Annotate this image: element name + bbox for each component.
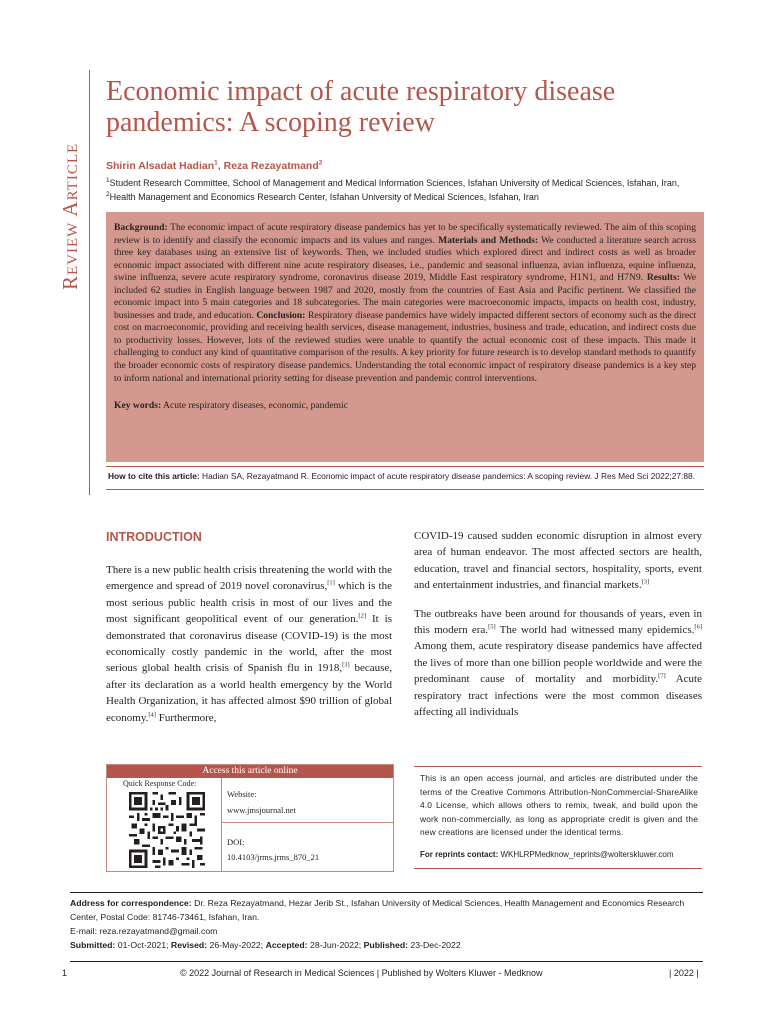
article-dates [70, 938, 700, 952]
methods-label: Materials and Methods: [438, 234, 539, 246]
intro-text: which is the most serious public health crisis in most of our lives and the most significant geopolitical event of our generation. [106, 580, 392, 626]
citation-ref[interactable]: [3] [342, 661, 350, 669]
access-article-box [106, 764, 394, 872]
how-to-cite-box [106, 466, 704, 490]
published-label: Published: [363, 940, 409, 950]
citation-ref[interactable]: [3] [641, 578, 650, 586]
intro-text: Furthermore, [155, 711, 217, 724]
submitted-date: 01-Oct-2021; [115, 940, 171, 950]
citation-ref[interactable]: [7] [658, 672, 666, 680]
intro-text: The world had witnessed many epidemics. [495, 624, 695, 637]
methods-text: We conducted a literature search across three key databases using an extensive list of keywords. Then, we included studies which explored direct and indirect costs as well as broader economic impact associated with different nine acute respiratory diseases, i.e., pandemic and seasonal influenza, avian influenza, equine influenza, swine influenza, severe acute respiratory syndrome, coronavirus disease 2019, Middle East respiratory syndrome, H1N1, and H7N9. [114, 234, 697, 284]
correspondence-text: Dr. Reza Rezayatmand, Hezar Jerib St., Isfahan University of Medical Sciences, Health Management and Economics Research Center, Postal Code: 81746-73461, Isfahan, Iran. [70, 898, 685, 922]
qr-code-label: Quick Response Code: [123, 779, 197, 788]
keywords-text: Acute respiratory diseases, economic, pandemic [161, 400, 348, 412]
cite-label: How to cite this article: [108, 471, 200, 481]
citation-ref[interactable]: [2] [358, 612, 366, 620]
access-box-rule [221, 822, 393, 823]
affiliation-text: Student Research Committee, School of Management and Medical Information Sciences, Isfahan University of Medical Sciences, Isfahan, Iran, [109, 178, 680, 188]
results-text: We included 62 studies in English language between 1987 and 2020, mostly from the countries of East Asia and Pacific pertinent. We classified the economic impact into 5 main categories and 18 subcategories. The main categories were macroeconomic impacts, impacts on health cost, industry, businesses and trade, and education. [114, 272, 696, 321]
article-title: Economic impact of acute respiratory disease pandemics: A scoping review [106, 76, 616, 138]
submitted-label: Submitted: [70, 940, 116, 950]
conclusion-label: Conclusion: [256, 309, 306, 321]
author-name: Reza Rezayatmand [223, 160, 319, 172]
citation-ref[interactable]: [4] [148, 711, 156, 718]
open-access-notice [414, 766, 702, 869]
author-separator: , [217, 160, 224, 172]
background-text: The economic impact of acute respiratory disease pandemics has yet to be specifically systematically reviewed. The aim of this scoping review is to identify and classify the economic impacts and its values and ranges. [114, 222, 696, 246]
doi-label: DOI: [227, 837, 245, 847]
introduction-left-column [106, 562, 392, 726]
author-list [106, 160, 322, 172]
citation-ref[interactable]: [5] [488, 623, 496, 631]
intro-text: The outbreaks have been around for thousands of years, even in this modern era. [414, 607, 702, 637]
intro-text: It is demonstrated that coronavirus disease (COVID-19) is the most economically costly pandemic in the world, after the most serious global health crisis of Spanish flu in 1918, [106, 613, 392, 675]
abstract-box [106, 212, 704, 462]
reprints-email[interactable]: WKHLRPMedknow_reprints@wolterskluwer.com [498, 849, 674, 859]
footer-copyright: © 2022 Journal of Research in Medical Sciences | Published by Wolters Kluwer - Medknow [180, 968, 543, 978]
intro-paragraph [414, 528, 702, 594]
qr-code-icon[interactable] [125, 792, 209, 868]
intro-text: COVID-19 caused sudden economic disruption in almost every area of human endeavor. The most affected sectors are health, education, travel and financial sectors, hospitality, sports, event and entertainment industries, and financial markets. [414, 530, 702, 592]
results-label: Results: [646, 272, 680, 284]
intro-paragraph [106, 562, 392, 726]
correspondence-email[interactable]: E-mail: reza.rezayatmand@gmail.com [70, 926, 218, 936]
website-label: Website: [227, 789, 257, 799]
website-link[interactable]: www.jmsjournal.net [227, 805, 296, 815]
affiliations [106, 177, 706, 204]
cite-text: Hadian SA, Rezayatmand R. Economic impact of acute respiratory disease pandemics: A scoping review. J Res Med Sci 2022;27:88. [199, 471, 695, 481]
accepted-date: 28-Jun-2022; [307, 940, 364, 950]
side-rule [89, 70, 90, 495]
keywords-line [114, 400, 696, 413]
access-box-header: Access this article online [107, 765, 393, 778]
intro-text: Acute respiratory tract infections were the most common diseases affecting all individuals [414, 673, 702, 719]
access-box-divider [221, 778, 222, 872]
article-type-label: Review Article [58, 142, 82, 290]
page-number: 1 [62, 968, 68, 978]
background-label: Background: [114, 222, 168, 233]
citation-ref[interactable]: [1] [327, 579, 335, 587]
revised-date: 26-May-2022; [207, 940, 266, 950]
footer-year: | 2022 | [669, 968, 699, 978]
author-affiliation-mark: 1 [214, 159, 218, 167]
author-name: Shirin Alsadat Hadian [106, 160, 215, 172]
affiliation-mark: 2 [106, 190, 110, 198]
abstract-body [114, 222, 696, 385]
conclusion-text: Respiratory disease pandemics have widely impacted different sectors of economy such as the direct cost on macroeconomic, providing and receiving health services, disease management, industries, business and trade, education, and indirect costs due to productivity losses. However, lots of the reviewed studies were unable to quantify the actual economic cost of these impacts. This made it challenging to conduct any kind of quantitative comparison of the results. A key priority for future research is to develop standard methods to quantify the broader economic costs of respiratory disease pandemics. Understanding the total economic impact of respiratory disease pandemics is a key step to inform national and international priority setting for disease prevention and pandemic control interventions. [114, 309, 696, 384]
intro-text: There is a new public health crisis threatening the world with the emergence and spread of 2019 novel coronavirus, [106, 564, 392, 593]
correspondence-address [70, 896, 700, 924]
correspondence-label: Address for correspondence: [70, 898, 192, 908]
accepted-label: Accepted: [265, 940, 308, 950]
reprints-label: For reprints contact: [420, 849, 499, 859]
author-affiliation-mark: 2 [318, 159, 323, 167]
doi-link[interactable]: 10.4103/jrms.jrms_870_21 [227, 852, 320, 862]
correspondence-block [70, 896, 700, 952]
license-text: This is an open access journal, and articles are distributed under the terms of the Creative Commons Attribution-NonCommercial-ShareAlike 4.0 License, which allows others to remix, tweak, and build upon the work non-commercially, as long as appropriate credit is given and the new creations are licensed under the identical terms. [420, 773, 698, 837]
affiliation-text: Health Management and Economics Research Center, Isfahan University of Medical Sciences, Isfahan, Iran [109, 191, 539, 202]
keywords-label: Key words: [114, 400, 162, 412]
intro-text: because, after its declaration as a world health emergency by the World Health Organization, it has affected almost $90 trillion of global economy. [106, 662, 393, 724]
footer-rule [70, 961, 703, 962]
citation-ref[interactable]: [6] [694, 623, 702, 631]
intro-paragraph [414, 606, 702, 721]
introduction-heading: INTRODUCTION [106, 530, 202, 544]
correspondence-rule [70, 892, 703, 893]
revised-label: Revised: [170, 940, 208, 950]
intro-text: Among them, acute respiratory disease pandemics have affected the lives of more than one billion people worldwide and were the predominant cause of mortality and morbidity. [414, 640, 702, 686]
introduction-right-column [414, 528, 702, 720]
reprints-contact [420, 848, 698, 862]
affiliation-mark: 1 [106, 177, 110, 184]
published-date: 23-Dec-2022 [408, 940, 461, 950]
